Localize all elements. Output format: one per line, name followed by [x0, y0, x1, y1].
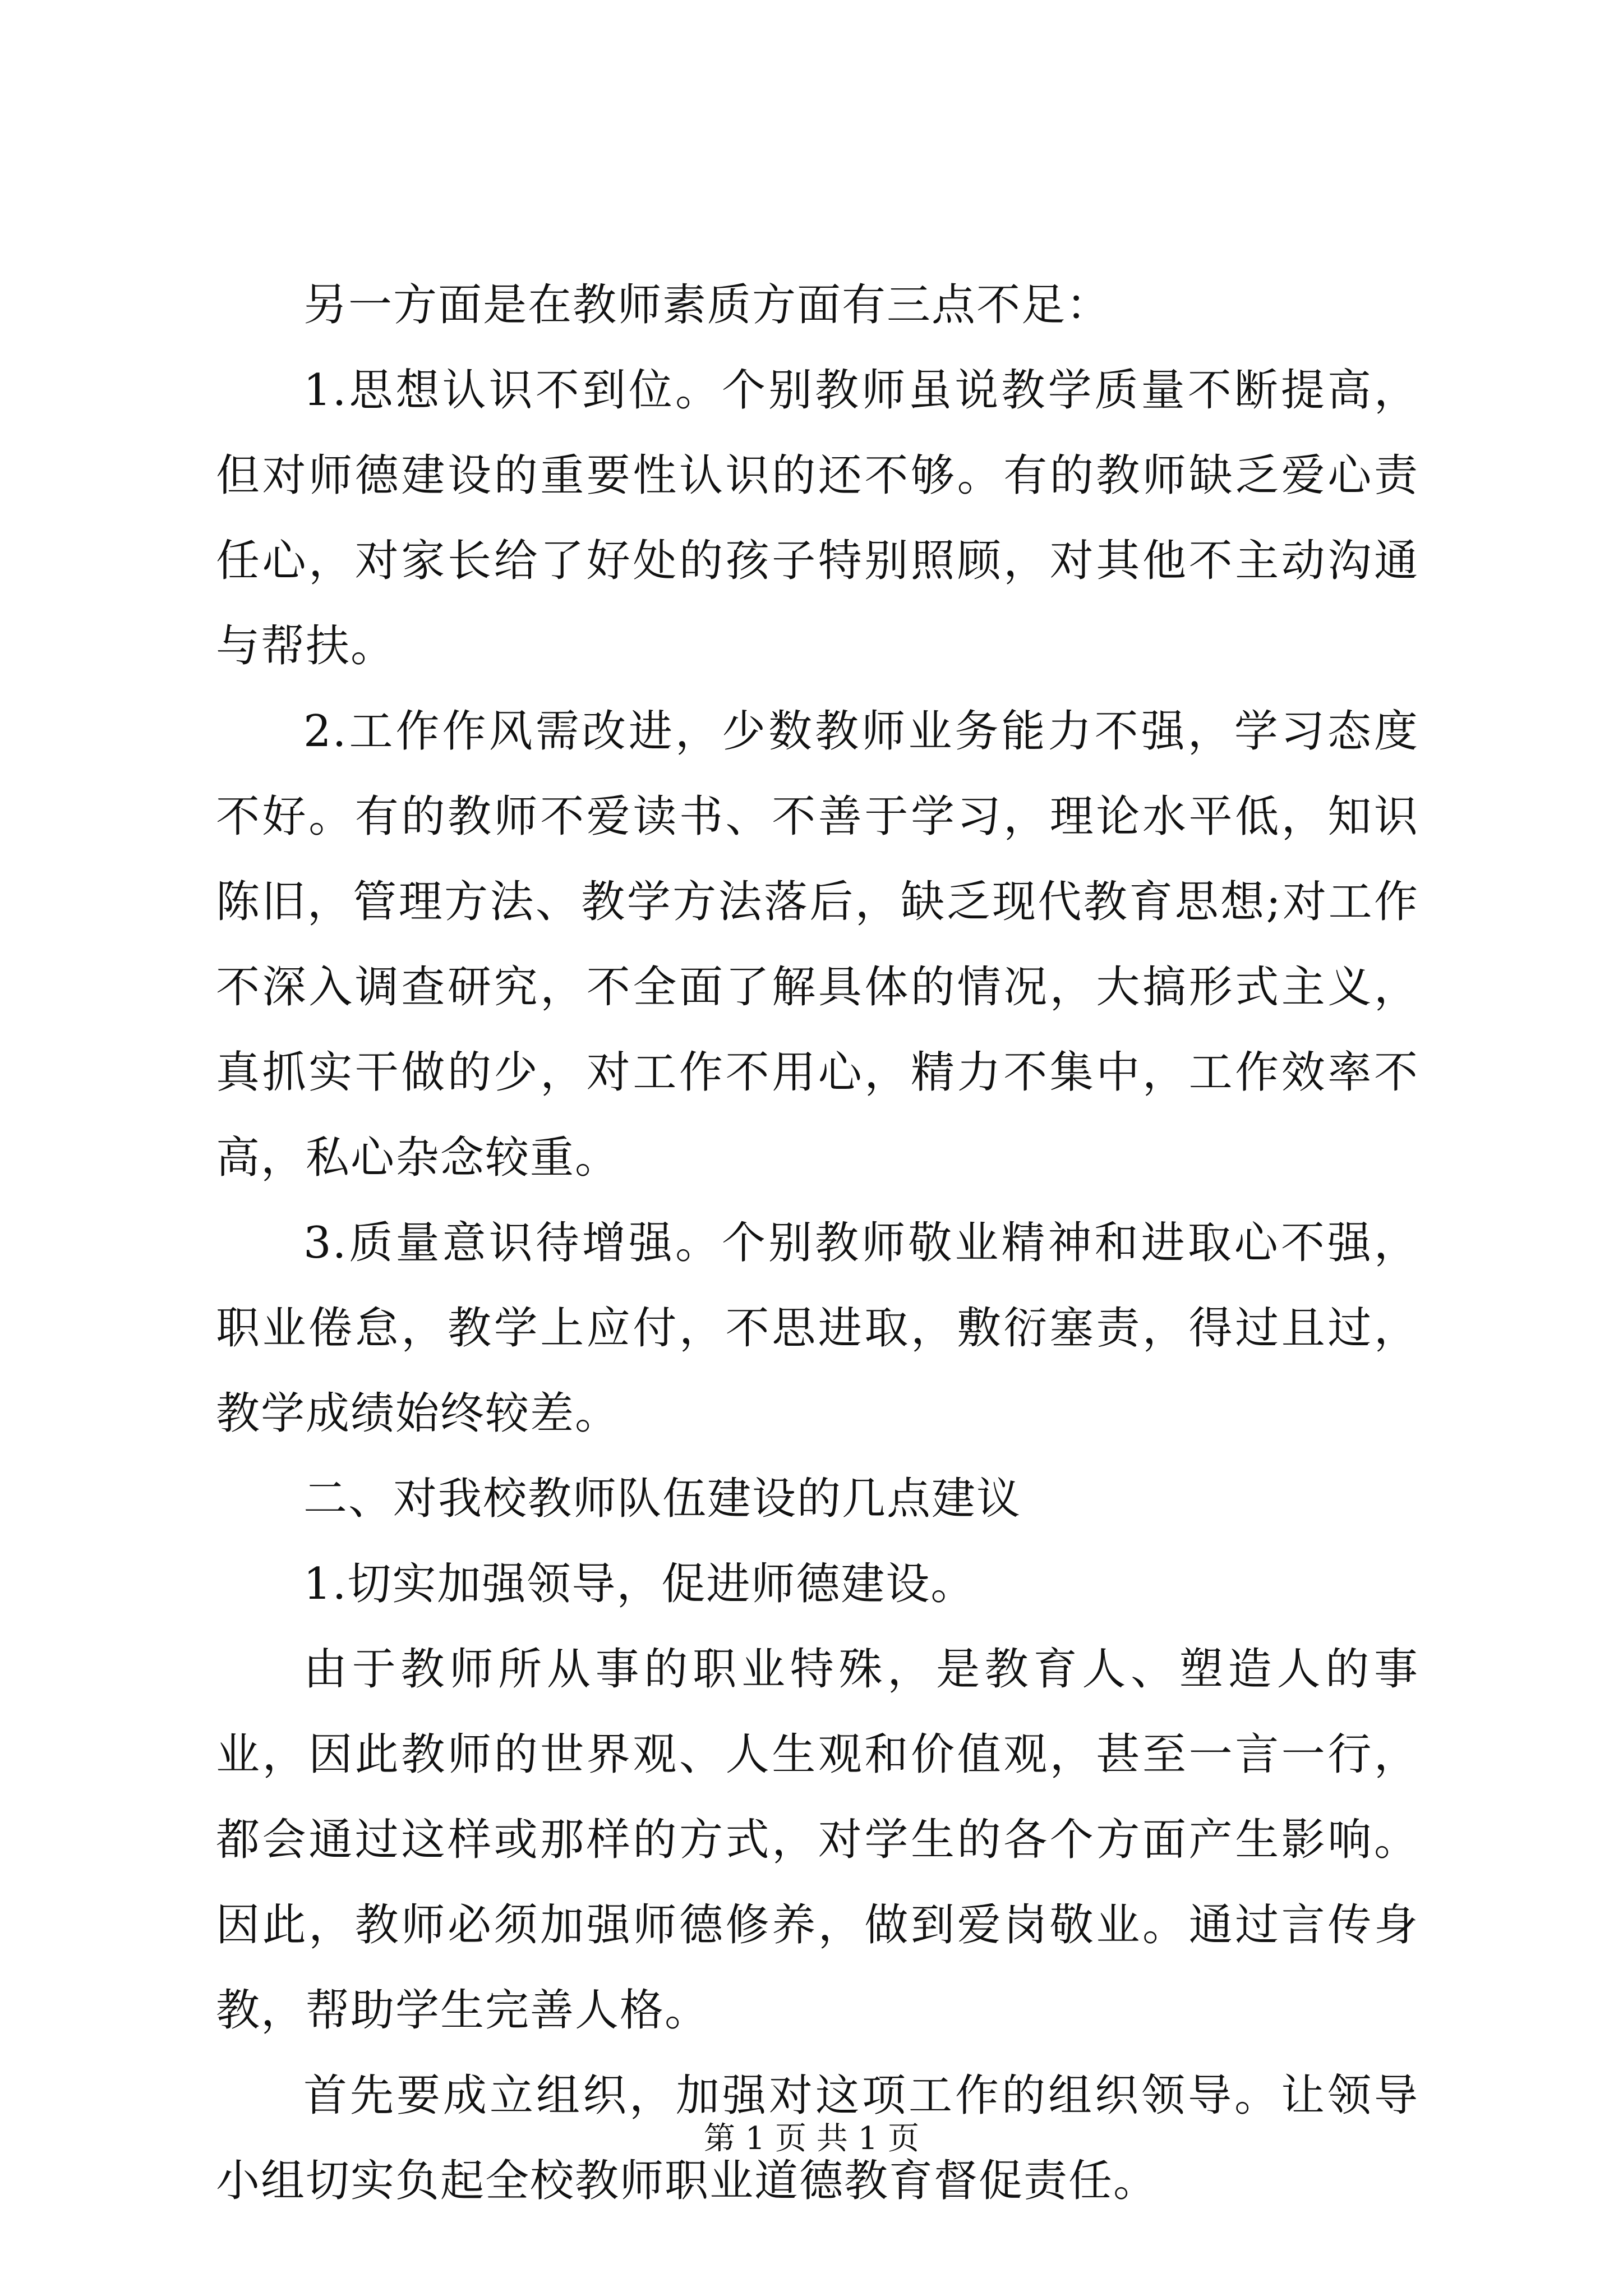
paragraph-point-2: 2.工作作风需改进，少数教师业务能力不强，学习态度不好。有的教师不爱读书、不善于学习，理论水平低，知识陈旧，管理方法、教学方法落后，缺乏现代教育思想;对工作不深入调查研究，不全面了解具体的情况，大搞形式主义，真抓实干做的少，对工作不用心，精力不集中，工作效率不高，私心杂念较重。 — [216, 706, 1419, 1183]
paragraph-first-step: 首先要成立组织，加强对这项工作的组织领导。让领导小组切实负起全校教师职业道德教育督促责任。 — [216, 2070, 1419, 2206]
document-body — [216, 263, 1419, 2224]
paragraph-suggestion-1: 1.切实加强领导，促进师德建设。 — [303, 1559, 976, 1609]
section-heading-suggestions: 二、对我校教师队伍建设的几点建议 — [303, 1474, 1022, 1524]
paragraph-reason: 由于教师所从事的职业特殊，是教育人、塑造人的事业，因此教师的世界观、人生观和价值观，甚至一言一行，都会通过这样或那样的方式，对学生的各个方面产生影响。因此，教师必须加强师德修养，做到爱岗敬业。通过言传身教，帮助学生完善人格。 — [216, 1644, 1419, 2036]
paragraph-intro: 另一方面是在教师素质方面有三点不足： — [303, 280, 1112, 330]
paragraph-point-3: 3.质量意识待增强。个别教师敬业精神和进取心不强，职业倦怠，教学上应付，不思进取，敷衍塞责，得过且过，教学成绩始终较差。 — [216, 1218, 1419, 1439]
page-footer: 第 1 页 共 1 页 — [703, 2120, 920, 2157]
paragraph-point-1: 1.思想认识不到位。个别教师虽说教学质量不断提高，但对师德建设的重要性认识的还不够。有的教师缺乏爱心责任心，对家长给了好处的孩子特别照顾，对其他不主动沟通与帮扶。 — [216, 365, 1419, 671]
